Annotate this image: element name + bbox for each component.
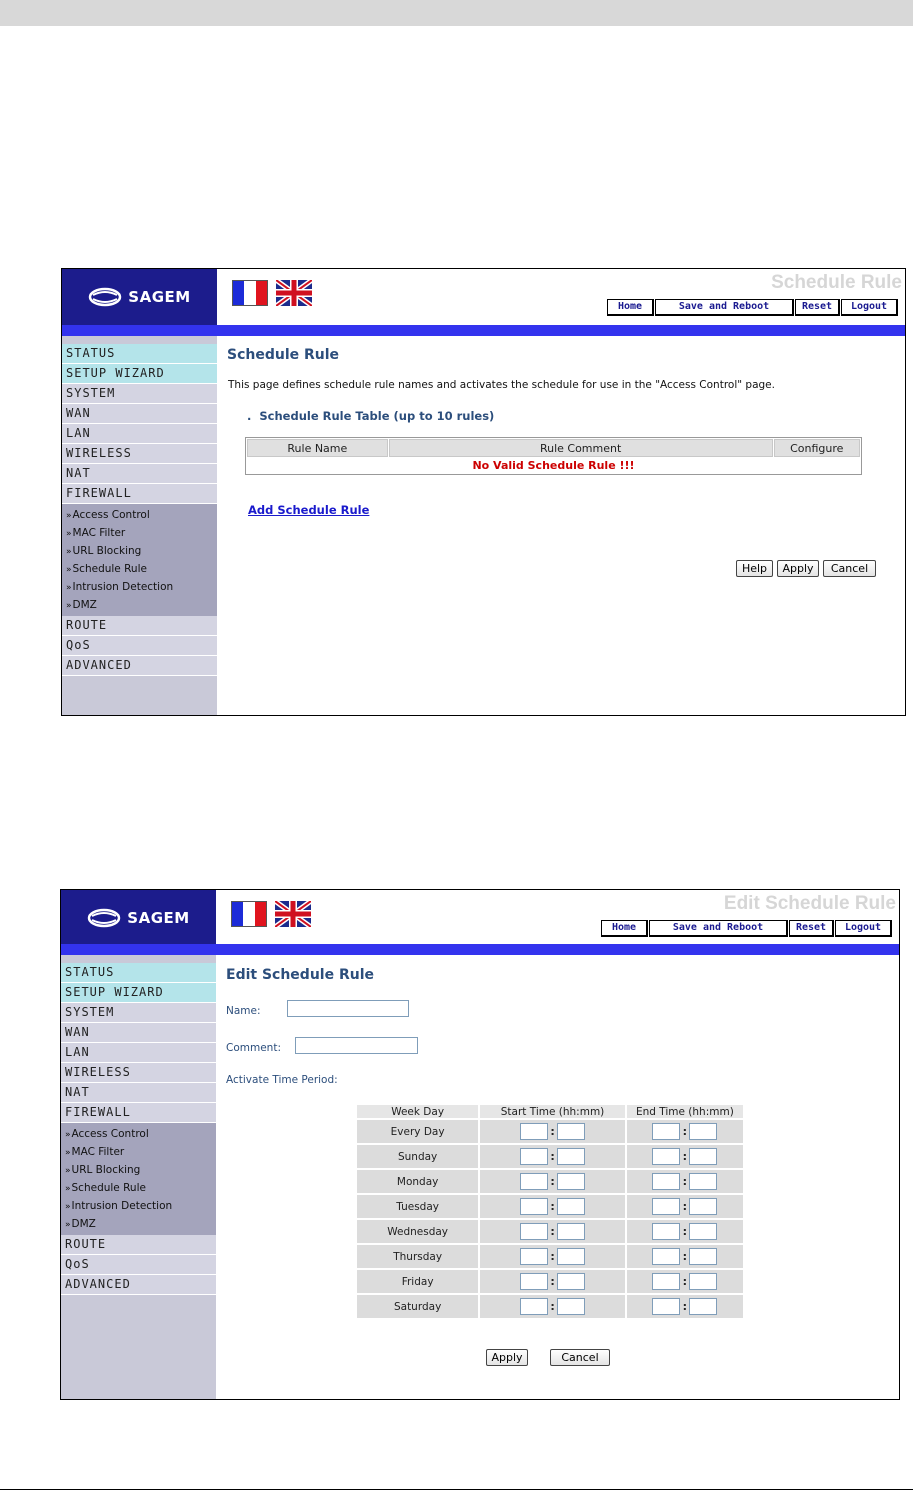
sidebar-item-system[interactable]: SYSTEM [61, 1003, 216, 1023]
sidebar-item-setup-wizard[interactable]: SETUP WIZARD [62, 364, 217, 384]
end-minute-input[interactable] [689, 1198, 717, 1215]
end-minute-input[interactable] [689, 1273, 717, 1290]
comment-label: Comment: [226, 1042, 281, 1054]
start-hour-input[interactable] [520, 1298, 548, 1315]
time-pair [627, 1198, 743, 1215]
name-input[interactable] [287, 1000, 409, 1017]
time-separator: : [682, 1225, 688, 1238]
table-row [357, 1220, 743, 1243]
sidebar-subitem-label: DMZ [72, 599, 97, 611]
time-separator: : [550, 1175, 555, 1188]
start-time-cell [480, 1170, 625, 1193]
sidebar-subitem-label: Access Control [72, 509, 150, 521]
sidebar-item-advanced[interactable]: ADVANCED [61, 1275, 216, 1295]
time-separator: : [682, 1250, 688, 1263]
start-time-cell [480, 1145, 625, 1168]
time-pair [627, 1248, 743, 1265]
sidebar-item-system[interactable]: SYSTEM [62, 384, 217, 404]
start-time-cell [480, 1270, 625, 1293]
end-hour-input[interactable] [652, 1298, 680, 1315]
sidebar-item-wan[interactable]: WAN [62, 404, 217, 424]
activate-period-label: Activate Time Period: [226, 1074, 338, 1086]
table-section-label: Schedule Rule Table (up to 10 rules) [259, 409, 495, 423]
end-time-cell [627, 1145, 743, 1168]
sidebar-subitem-access-control[interactable] [61, 1125, 216, 1143]
column-rule-name: Rule Name [247, 439, 388, 457]
end-hour-input[interactable] [652, 1198, 680, 1215]
start-time-cell [480, 1120, 625, 1143]
bullet-icon: » [66, 511, 72, 521]
table-row [357, 1170, 743, 1193]
time-separator: : [682, 1200, 688, 1213]
end-hour-input[interactable] [652, 1148, 680, 1165]
table-row [357, 1195, 743, 1218]
time-period-table [355, 1103, 745, 1320]
window-title: Edit Schedule Rule [723, 893, 896, 914]
time-pair [627, 1298, 743, 1315]
add-schedule-rule-link[interactable]: Add Schedule Rule [248, 503, 370, 517]
time-separator: : [682, 1150, 688, 1163]
sidebar-item-wan[interactable]: WAN [61, 1023, 216, 1043]
sidebar-subitem-schedule-rule[interactable] [62, 560, 217, 578]
bullet-icon: » [66, 601, 72, 611]
time-pair [480, 1123, 625, 1140]
start-minute-input[interactable] [557, 1148, 585, 1165]
time-pair [480, 1273, 625, 1290]
day-label: Tuesday [357, 1195, 478, 1218]
page-title: Schedule Rule [227, 347, 340, 363]
day-label: Wednesday [357, 1220, 478, 1243]
sidebar-item-qos[interactable]: QoS [61, 1255, 216, 1275]
start-time-cell [480, 1195, 625, 1218]
column-start-time: Start Time (hh:mm) [480, 1105, 625, 1118]
apply-button[interactable]: Apply [777, 560, 819, 577]
end-time-cell [627, 1195, 743, 1218]
end-minute-input[interactable] [689, 1248, 717, 1265]
start-hour-input[interactable] [520, 1148, 548, 1165]
edit-schedule-rule-screenshot [60, 889, 900, 1400]
time-separator: : [550, 1300, 555, 1313]
time-separator: : [682, 1175, 688, 1188]
time-pair [480, 1223, 625, 1240]
sidebar-subitem-label: MAC Filter [71, 1146, 125, 1158]
empty-table-message: No Valid Schedule Rule !!! [472, 459, 635, 472]
cancel-button[interactable]: Cancel [823, 560, 876, 577]
sidebar-item-wireless[interactable]: WIRELESS [62, 444, 217, 464]
day-label: Monday [357, 1170, 478, 1193]
sidebar-subitem-label: DMZ [71, 1218, 96, 1230]
sidebar-subitem-label: MAC Filter [72, 527, 126, 539]
bullet-dot-icon: . [247, 409, 260, 423]
save-reboot-button[interactable]: Save and Reboot [649, 920, 788, 937]
start-hour-input[interactable] [520, 1273, 548, 1290]
home-button[interactable]: Home [607, 299, 654, 316]
sidebar-item-nat[interactable]: NAT [61, 1083, 216, 1103]
sidebar-subitem-intrusion-detection[interactable] [62, 578, 217, 596]
sidebar-nav [61, 955, 216, 1399]
french-flag-icon[interactable] [232, 280, 268, 306]
start-hour-input[interactable] [520, 1173, 548, 1190]
day-label: Thursday [357, 1245, 478, 1268]
sidebar-subitem-dmz[interactable] [61, 1215, 216, 1233]
time-pair [480, 1298, 625, 1315]
sidebar-subitem-label: Intrusion Detection [71, 1200, 173, 1212]
sidebar-item-status[interactable]: STATUS [62, 344, 217, 364]
end-minute-input[interactable] [689, 1123, 717, 1140]
day-label: Saturday [357, 1295, 478, 1318]
header-divider [61, 944, 899, 955]
day-label: Every Day [357, 1120, 478, 1143]
page-description: This page defines schedule rule names and activates the schedule for use in the "Access Control" page. [228, 379, 775, 391]
sidebar-nav [62, 336, 217, 715]
name-label: Name: [226, 1005, 261, 1017]
end-hour-input[interactable] [652, 1123, 680, 1140]
start-minute-input[interactable] [557, 1273, 585, 1290]
time-separator: : [682, 1300, 688, 1313]
sidebar-item-setup-wizard[interactable]: SETUP WIZARD [61, 983, 216, 1003]
sidebar-subitem-label: URL Blocking [71, 1164, 141, 1176]
sidebar-subitem-url-blocking[interactable] [62, 542, 217, 560]
uk-flag-icon[interactable] [276, 280, 312, 306]
start-time-cell [480, 1220, 625, 1243]
table-row [247, 458, 860, 473]
time-separator: : [682, 1125, 688, 1138]
bullet-icon: » [65, 1184, 71, 1194]
bullet-icon: » [66, 547, 72, 557]
time-separator: : [550, 1275, 555, 1288]
logo-text: SAGEM [128, 288, 191, 306]
time-separator: : [550, 1200, 555, 1213]
time-pair [627, 1123, 743, 1140]
logout-button[interactable]: Logout [841, 299, 898, 316]
time-pair [480, 1148, 625, 1165]
schedule-rule-table [245, 437, 862, 475]
sidebar-item-firewall[interactable]: FIREWALL [61, 1103, 216, 1123]
sidebar-subitem-url-blocking[interactable] [61, 1161, 216, 1179]
window-title: Schedule Rule [771, 272, 902, 293]
end-time-cell [627, 1220, 743, 1243]
start-minute-input[interactable] [557, 1248, 585, 1265]
table-header-row [247, 439, 860, 457]
time-pair [480, 1248, 625, 1265]
time-separator: : [550, 1125, 555, 1138]
bullet-icon: » [65, 1202, 71, 1212]
start-hour-input[interactable] [520, 1198, 548, 1215]
bullet-icon: » [65, 1166, 71, 1176]
time-pair [627, 1173, 743, 1190]
sidebar-subitem-label: Schedule Rule [72, 563, 147, 575]
home-button[interactable]: Home [601, 920, 648, 937]
column-rule-comment: Rule Comment [389, 439, 773, 457]
schedule-rule-screenshot [61, 268, 906, 716]
table-row [357, 1145, 743, 1168]
table-header-row [357, 1105, 743, 1118]
sidebar-item-route[interactable]: ROUTE [61, 1235, 216, 1255]
sagem-logo-icon [88, 287, 122, 307]
time-pair [627, 1273, 743, 1290]
sidebar-subitem-label: Intrusion Detection [72, 581, 174, 593]
sidebar-subitem-label: Access Control [71, 1128, 149, 1140]
sidebar-subitem-label: URL Blocking [72, 545, 142, 557]
sidebar-item-lan[interactable]: LAN [62, 424, 217, 444]
end-time-cell [627, 1245, 743, 1268]
start-minute-input[interactable] [557, 1298, 585, 1315]
end-time-cell [627, 1120, 743, 1143]
sagem-logo-icon [87, 908, 121, 928]
column-end-time: End Time (hh:mm) [627, 1105, 743, 1118]
table-row [357, 1245, 743, 1268]
end-hour-input[interactable] [652, 1248, 680, 1265]
sidebar-item-wireless[interactable]: WIRELESS [61, 1063, 216, 1083]
start-time-cell [480, 1245, 625, 1268]
column-week-day: Week Day [357, 1105, 478, 1118]
end-hour-input[interactable] [652, 1223, 680, 1240]
apply-button[interactable]: Apply [486, 1349, 528, 1366]
sidebar-item-firewall[interactable]: FIREWALL [62, 484, 217, 504]
time-pair [480, 1173, 625, 1190]
sidebar-subitem-label: Schedule Rule [71, 1182, 146, 1194]
sidebar-subitem-dmz[interactable] [62, 596, 217, 614]
table-section-title [247, 409, 494, 423]
start-hour-input[interactable] [520, 1123, 548, 1140]
firewall-submenu [62, 504, 217, 616]
end-minute-input[interactable] [689, 1148, 717, 1165]
sidebar-subitem-schedule-rule[interactable] [61, 1179, 216, 1197]
logout-button[interactable]: Logout [835, 920, 892, 937]
end-minute-input[interactable] [689, 1223, 717, 1240]
document-header-bar [0, 0, 913, 26]
end-hour-input[interactable] [652, 1173, 680, 1190]
main-content [216, 955, 899, 1399]
comment-input[interactable] [295, 1037, 418, 1054]
header-divider [62, 325, 905, 336]
sidebar-item-advanced[interactable]: ADVANCED [62, 656, 217, 676]
start-hour-input[interactable] [520, 1223, 548, 1240]
time-separator: : [550, 1250, 555, 1263]
time-pair [480, 1198, 625, 1215]
end-minute-input[interactable] [689, 1298, 717, 1315]
sidebar-item-status[interactable]: STATUS [61, 963, 216, 983]
start-time-cell [480, 1295, 625, 1318]
sidebar-item-qos[interactable]: QoS [62, 636, 217, 656]
french-flag-icon[interactable] [231, 901, 267, 927]
help-button[interactable]: Help [736, 560, 773, 577]
sidebar-item-route[interactable]: ROUTE [62, 616, 217, 636]
page-bottom-rule [0, 1489, 913, 1490]
start-minute-input[interactable] [557, 1198, 585, 1215]
logo-text: SAGEM [127, 909, 190, 927]
top-toolbar [606, 299, 898, 316]
bullet-icon: » [66, 583, 72, 593]
sidebar-subitem-mac-filter[interactable] [61, 1143, 216, 1161]
sidebar-subitem-access-control[interactable] [62, 506, 217, 524]
time-pair [627, 1223, 743, 1240]
start-minute-input[interactable] [557, 1123, 585, 1140]
page-title: Edit Schedule Rule [226, 967, 374, 983]
start-minute-input[interactable] [557, 1173, 585, 1190]
bullet-icon: » [66, 565, 72, 575]
sidebar-item-nat[interactable]: NAT [62, 464, 217, 484]
end-time-cell [627, 1270, 743, 1293]
end-time-cell [627, 1295, 743, 1318]
end-minute-input[interactable] [689, 1173, 717, 1190]
time-pair [627, 1148, 743, 1165]
sidebar-subitem-mac-filter[interactable] [62, 524, 217, 542]
start-minute-input[interactable] [557, 1223, 585, 1240]
bullet-icon: » [65, 1148, 71, 1158]
top-toolbar [600, 920, 892, 937]
bullet-icon: » [65, 1130, 71, 1140]
table-row [357, 1270, 743, 1293]
start-hour-input[interactable] [520, 1248, 548, 1265]
reset-button[interactable]: Reset [795, 299, 840, 316]
sidebar-subitem-intrusion-detection[interactable] [61, 1197, 216, 1215]
sagem-logo [62, 269, 217, 325]
sidebar-item-lan[interactable]: LAN [61, 1043, 216, 1063]
main-content [217, 336, 905, 715]
time-separator: : [550, 1225, 555, 1238]
bullet-icon: » [65, 1220, 71, 1230]
bullet-icon: » [66, 529, 72, 539]
uk-flag-icon[interactable] [275, 901, 311, 927]
day-label: Friday [357, 1270, 478, 1293]
table-row [357, 1120, 743, 1143]
sagem-logo [61, 890, 216, 946]
day-label: Sunday [357, 1145, 478, 1168]
reset-button[interactable]: Reset [789, 920, 834, 937]
time-separator: : [682, 1275, 688, 1288]
column-configure: Configure [774, 439, 860, 457]
end-hour-input[interactable] [652, 1273, 680, 1290]
table-row [357, 1295, 743, 1318]
time-separator: : [550, 1150, 555, 1163]
save-reboot-button[interactable]: Save and Reboot [655, 299, 794, 316]
end-time-cell [627, 1170, 743, 1193]
cancel-button[interactable]: Cancel [550, 1349, 610, 1366]
firewall-submenu [61, 1123, 216, 1235]
